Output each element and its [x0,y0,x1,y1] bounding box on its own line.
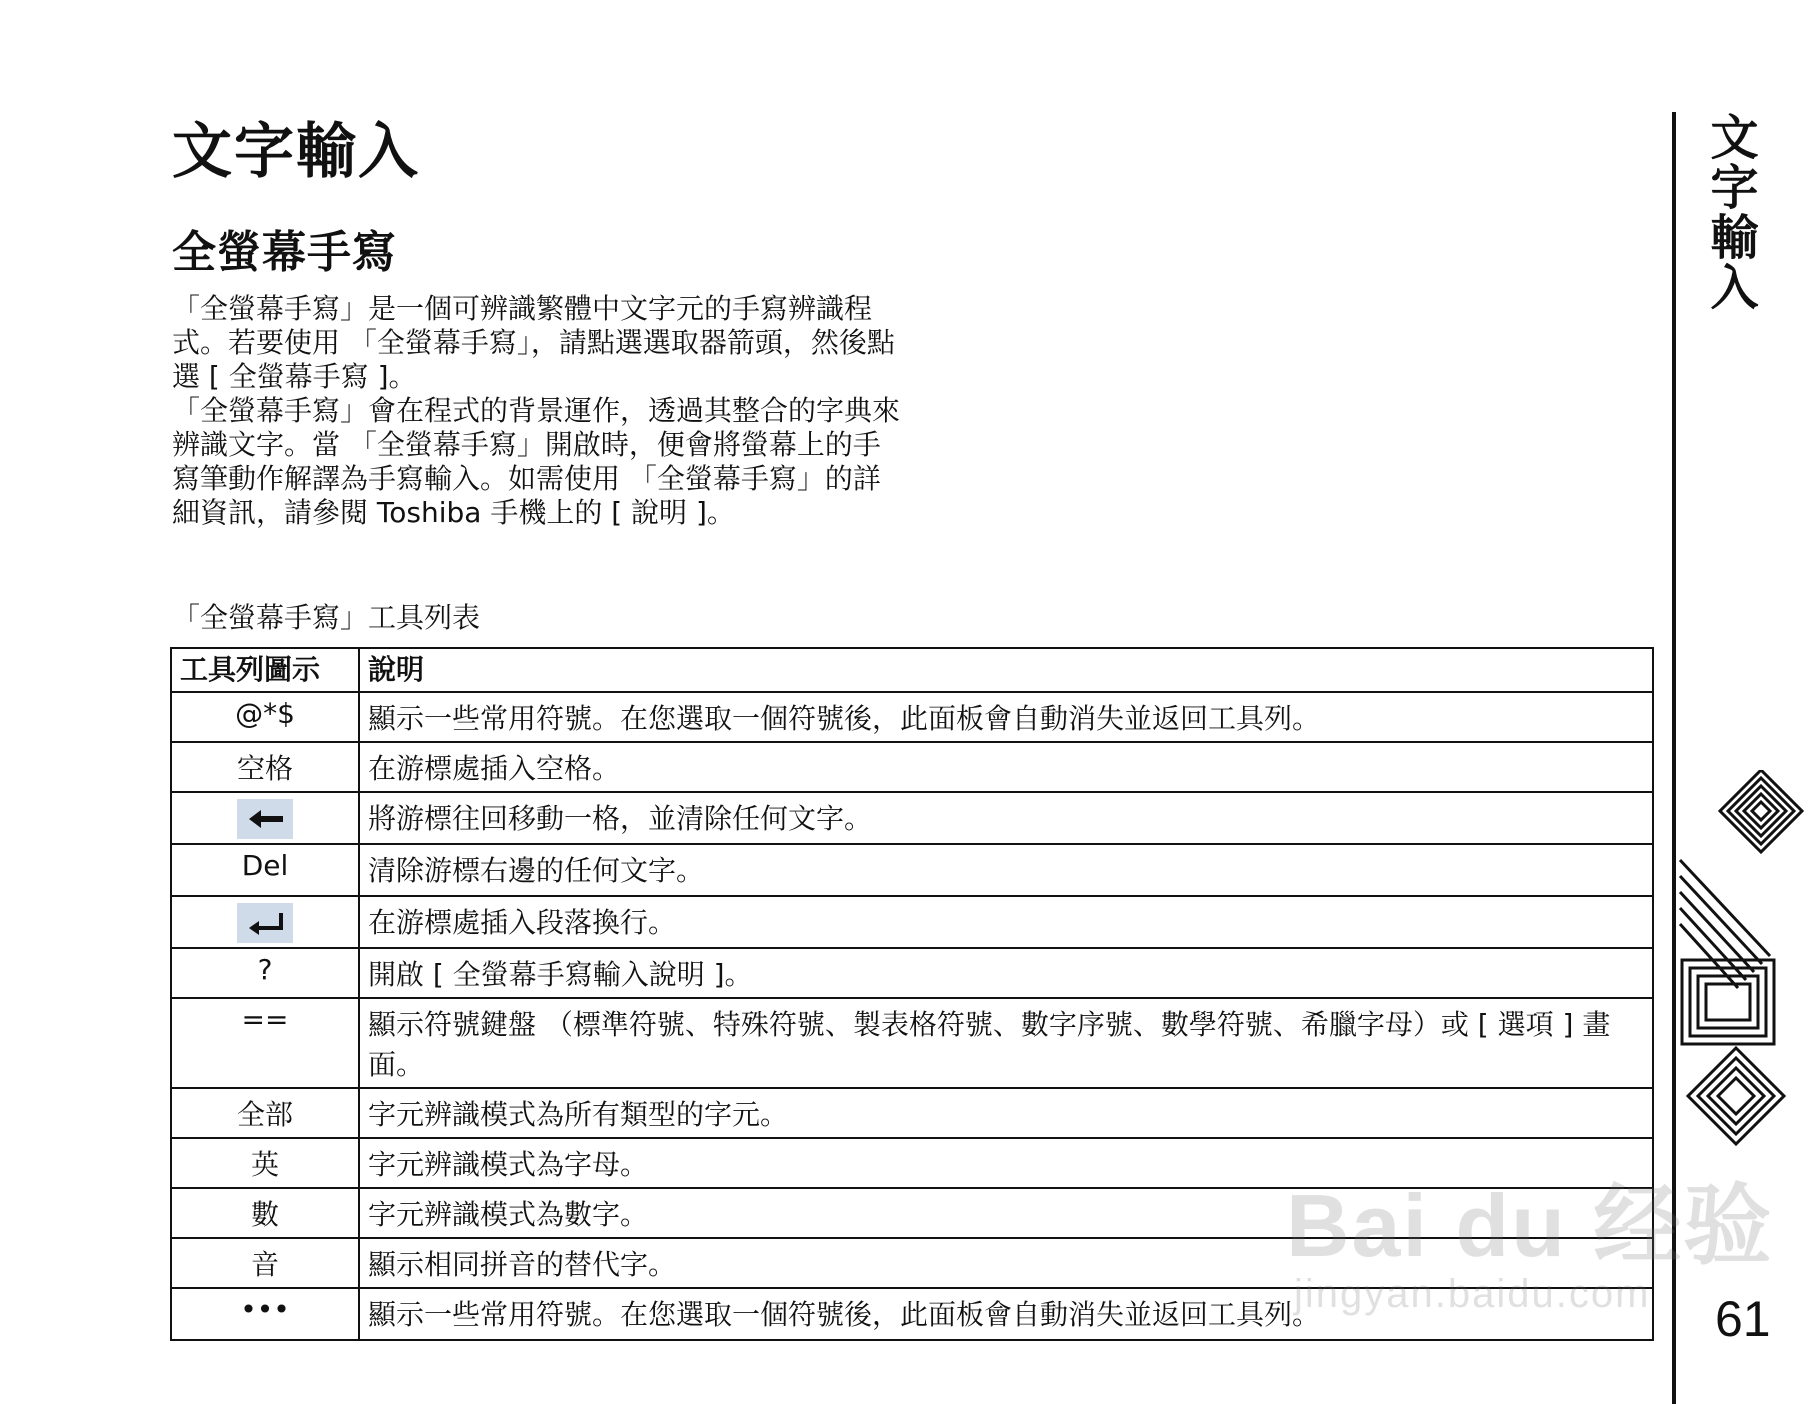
toolbar-icon-cell: 數 [171,1188,359,1238]
toolbar-icon-cell: == [171,998,359,1088]
enter-return-icon-svg [237,903,293,943]
description-cell: 將游標往回移動一格，並清除任何文字。 [359,792,1653,844]
table-row [171,948,1653,998]
toolbar-icon-cell: ••• [171,1288,359,1340]
toolbar-icon-cell: Del [171,844,359,896]
backspace-arrow-icon-svg [237,799,293,839]
table-row [171,1088,1653,1138]
toolbar-icon-cell [171,896,359,948]
table-row [171,1138,1653,1188]
watermark-main-text: Bai du 经验 [1286,1176,1774,1275]
intro-text [172,292,902,530]
table-row [171,792,1653,844]
table-row [171,1288,1653,1340]
toolbar-icon-cell [171,792,359,844]
enter-return-icon [237,903,293,943]
table-header-row [171,648,1653,692]
side-chapter-title: 文字輸入 [1702,112,1758,312]
description-cell: 開啟 [ 全螢幕手寫輸入說明 ]。 [359,948,1653,998]
table-row [171,1238,1653,1288]
table-row [171,844,1653,896]
side-divider [1672,112,1676,1404]
table-row [171,896,1653,948]
toolbar-icon-cell: ? [171,948,359,998]
description-cell: 清除游標右邊的任何文字。 [359,844,1653,896]
toolbar-icon-cell: 音 [171,1238,359,1288]
watermark-url: jingyan.baidu.com [1294,1272,1651,1316]
description-cell: 在游標處插入段落換行。 [359,896,1653,948]
header-description-col: 說明 [359,648,1653,692]
description-cell: 在游標處插入空格。 [359,742,1653,792]
intro-paragraph: 「全螢幕手寫」會在程式的背景運作，透過其整合的字典來辨識文字。當 「全螢幕手寫」開啟時，便會將螢幕上的手寫筆動作解譯為手寫輸入。如需使用 「全螢幕手寫」的詳細資訊，請參閱 Toshiba 手機上的 [ 說明 ]。 [172,394,901,529]
table-row [171,1188,1653,1238]
table-row [171,742,1653,792]
backspace-arrow-icon [237,799,293,839]
toolbar-icon-cell: 全部 [171,1088,359,1138]
description-cell: 字元辨識模式為數字。 [359,1188,1653,1238]
table-row [171,998,1653,1088]
description-cell: 顯示符號鍵盤 （標準符號、特殊符號、製表格符號、數字序號、數學符號、希臘字母）或 [ 選項 ] 畫面。 [359,998,1653,1088]
table-row [171,692,1653,742]
description-cell: 字元辨識模式為字母。 [359,1138,1653,1188]
toolbar-icon-cell: @*$ [171,692,359,742]
page-title: 文字輸入 [172,117,420,187]
decorative-diamond-pattern [1676,770,1816,1190]
description-cell: 字元辨識模式為所有類型的字元。 [359,1088,1653,1138]
toolbar-icon-cell: 空格 [171,742,359,792]
table-caption: 「全螢幕手寫」工具列表 [172,601,481,634]
description-cell: 顯示一些常用符號。在您選取一個符號後，此面板會自動消失並返回工具列。 [359,692,1653,742]
page-number: 61 [1715,1291,1771,1347]
description-cell: 顯示相同拼音的替代字。 [359,1238,1653,1288]
intro-paragraph: 「全螢幕手寫」是一個可辨識繁體中文字元的手寫辨識程式。若要使用 「全螢幕手寫」，請點選選取器箭頭，然後點選 [ 全螢幕手寫 ]。 [172,292,895,393]
section-title: 全螢幕手寫 [172,227,397,278]
toolbar-icon-cell: 英 [171,1138,359,1188]
header-icon-col: 工具列圖示 [171,648,359,692]
toolbar-table [170,647,1654,1341]
description-cell: 顯示一些常用符號。在您選取一個符號後，此面板會自動消失並返回工具列。 [359,1288,1653,1340]
